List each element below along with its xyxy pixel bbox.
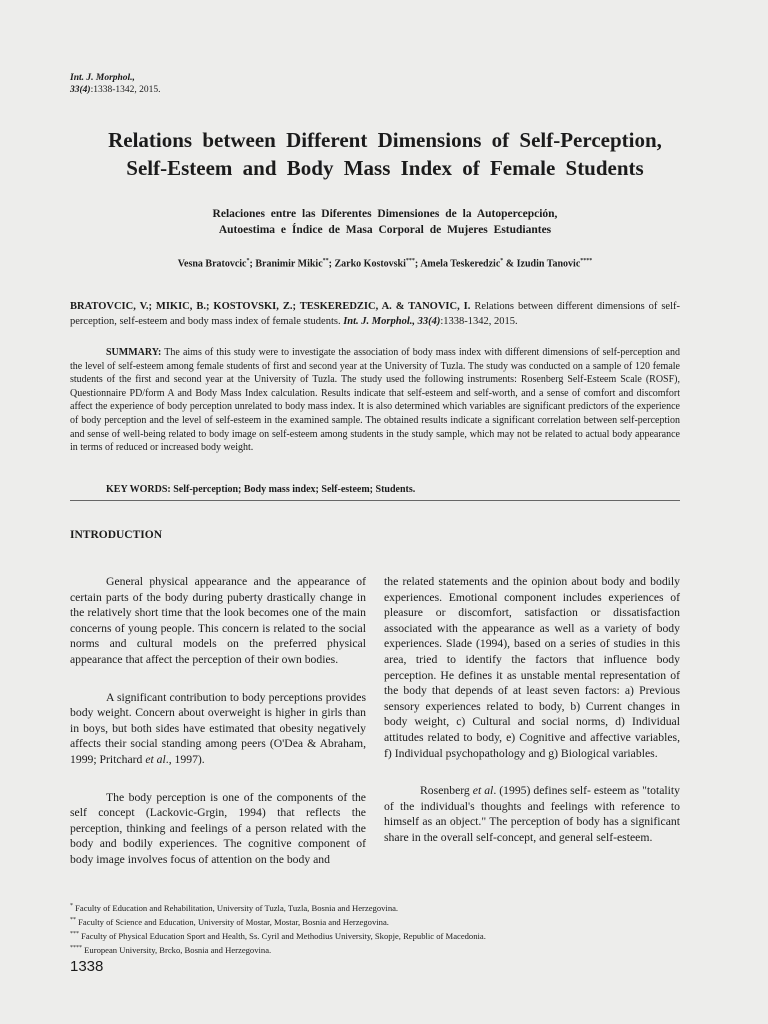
footnotes: [70, 900, 690, 956]
et-al: et al: [472, 784, 494, 798]
author-separator: ;: [249, 258, 256, 270]
citation-authors: BRATOVCIC, V.; MIKIC, B.; KOSTOVSKI, Z.; TESKEREDZIC, A. & TANOVIC, I.: [70, 301, 471, 312]
footnote-text: Faculty of Science and Education, University of Mostar, Mostar, Bosnia and Herzegovina.: [78, 916, 389, 927]
keywords: KEY WORDS: Self-perception; Body mass index; Self-esteem; Students.: [106, 484, 416, 495]
author-name: Vesna Bratovcic: [177, 258, 247, 270]
paragraph-text: . (1995) defines self- esteem as "totality of the individual's thoughts and feelings with reference to himself as an object." The perception of body has a significant share in the overall self-concept, and general self-esteem.: [384, 784, 680, 844]
author-separator: ;: [414, 258, 421, 270]
citation-journal: Int. J. Morphol., 33(4): [343, 316, 441, 327]
et-al: et al: [145, 752, 166, 766]
journal-pages: :1338-1342, 2015.: [90, 85, 161, 95]
footnote-text: Faculty of Physical Education Sport and Health, Ss. Cyril and Methodius University, Skopje, Republic of Macedonia.: [81, 930, 486, 941]
paragraph-text: A significant contribution to body perceptions provides body weight. Concern about overweight is higher in girls than in boys, but both sides have estimated that obesity negatively affects their social standing among peers (O'Dea & Abraham, 1999; Pritchard: [70, 690, 366, 766]
paragraph-text: ., 1997).: [165, 752, 205, 766]
paper-title: [70, 126, 700, 182]
section-heading: INTRODUCTION: [70, 529, 163, 541]
journal-name: Int. J. Morphol.,: [70, 73, 135, 83]
footnote: [70, 900, 690, 914]
summary-label: SUMMARY:: [106, 347, 162, 358]
footnote-mark: **: [70, 917, 76, 924]
body-column-right: [384, 574, 680, 846]
subtitle-line-1: Relaciones entre las Diferentes Dimensiones de la Autopercepción,: [212, 208, 558, 220]
title-line-1: Relations between Different Dimensions of Self-Perception,: [108, 128, 662, 152]
citation-text: Relations between different dimensions of self-perception, self-esteem and body mass index of female students.: [70, 301, 680, 327]
paragraph-text: Rosenberg: [420, 784, 473, 798]
paragraph: [70, 690, 366, 768]
citation: [70, 299, 680, 329]
author-list: [70, 258, 700, 269]
author-name: Amela Teskeredzic: [420, 258, 501, 270]
footnote-mark: ***: [70, 931, 79, 938]
summary: [70, 346, 680, 455]
author-affiliation-mark: *: [500, 258, 504, 264]
footnote: [70, 928, 690, 942]
footnote: [70, 914, 690, 928]
paper-subtitle: [90, 206, 680, 238]
journal-issue: [70, 84, 161, 96]
footnote-mark: ****: [70, 945, 82, 952]
author-name: Izudin Tanovic: [516, 258, 581, 270]
subtitle-line-2: Autoestima e Índice de Masa Corporal de Mujeres Estudiantes: [218, 224, 552, 236]
author-name: Zarko Kostovski: [334, 258, 406, 270]
journal-header: [70, 72, 161, 96]
section-divider: [70, 500, 680, 501]
paragraph: the related statements and the opinion about body and bodily experiences. Emotional component includes experiences of pleasure or discomfort, satisfaction or dissatisfaction associated with the appearance as well as a variety of body experiences. Slade (1994), based on a series of studies in this area, tried to identify the factors that influence body perception. He defines it as unstable mental representation of the body that depends of at least seven factors: a) Previous sensory experiences related to body, b) Current changes in body weight, c) Cultural and social norms, d) Individual attitudes related to body, e) Cognitive and affective variables, f) Individual psychopathology and g) Biological variables.: [384, 575, 680, 760]
citation-pages: :1338-1342, 2015.: [440, 316, 518, 327]
author-affiliation-mark: ***: [405, 258, 415, 264]
paragraph: General physical appearance and the appearance of certain parts of the body during puberty drastically change in the relatively short time that the look becomes one of the main concerns of young people. This concern is related to the social norms and cultural models on the preferred physical appearance that affect the perception of their own bodies.: [70, 575, 366, 666]
author-name: Branimir Mikic: [255, 258, 323, 270]
footnote-text: European University, Brcko, Bosnia and Herzegovina.: [84, 945, 272, 956]
author-affiliation-mark: ****: [580, 258, 593, 264]
author-affiliation-mark: **: [322, 258, 329, 264]
summary-text: The aims of this study were to investigate the association of body mass index with different dimensions of self-perception and the level of self-esteem among female students of first and second year at the University of Tuzla. The study was conducted on a sample of 120 female students of the first and second year at the University of Tuzla. The study used the following instruments: Rosenberg Self-Esteem Scale (ROSF), Questionnaire PD/form A and Body Mass Index calculation. Results indicate that self-esteem and self-worth, and a sense of comfort and discomfort affect the experience of body perception unrelated to body mass index. It is also determined which variables are significant predictors of the experience of body perception and the level of self-esteem in the examined sample. The obtained results indicate a significant correlation between self-perception and sense of well-being related to body image on self-esteem among students in the study sample, which may not be related to actual body appearance in terms of reduced or increased body weight.: [70, 347, 680, 454]
paragraph: [384, 783, 680, 845]
footnote: [70, 942, 690, 956]
author-affiliation-mark: *: [246, 258, 250, 264]
footnote-mark: *: [70, 903, 73, 909]
body-column-left: [70, 574, 366, 868]
footnote-text: Faculty of Education and Rehabilitation, University of Tuzla, Tuzla, Bosnia and Herzegovina.: [75, 902, 399, 913]
journal-volume: 33(4): [70, 85, 91, 95]
author-separator: &: [503, 258, 517, 270]
title-line-2: Self-Esteem and Body Mass Index of Female Students: [126, 156, 644, 180]
author-separator: ;: [328, 258, 335, 270]
paragraph: The body perception is one of the components of the self concept (Lackovic-Grgin, 1994) that reflects the perception, thinking and feelings of a person related with the body and bodily experiences. The cognitive component of body image involves focus of attention on the body and: [70, 790, 366, 866]
page-number: 1338: [70, 958, 104, 975]
